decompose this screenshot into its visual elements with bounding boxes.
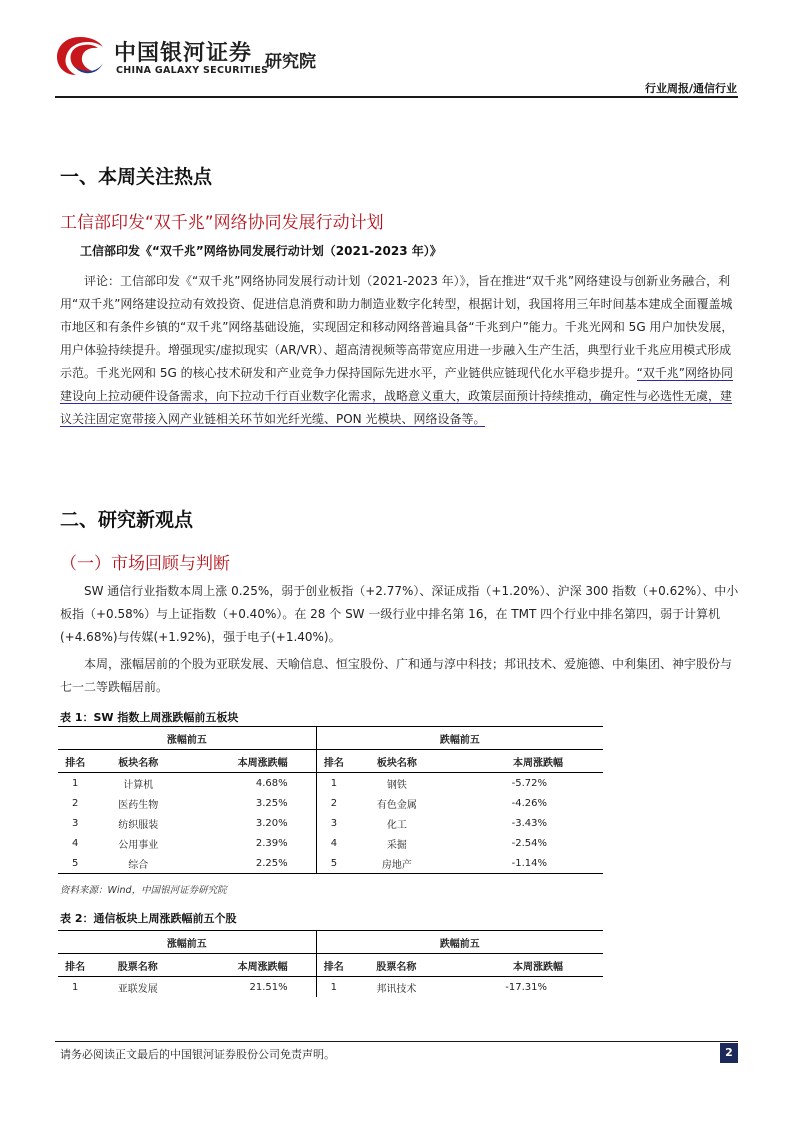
col-rank: 排名 bbox=[58, 954, 92, 977]
cell-up-rank: 3 bbox=[72, 817, 79, 829]
group-header-down: 跌幅前五 bbox=[316, 931, 603, 954]
report-category-tag: 行业周报/通信行业 bbox=[644, 82, 737, 95]
table1-source-note: 资料来源：Wind，中国银河证券研究院 bbox=[60, 885, 227, 896]
brand-name-cn: 中国银河证券 bbox=[114, 41, 253, 66]
cell-up-rank: 2 bbox=[72, 797, 79, 809]
cell-up-change: 3.20% bbox=[184, 813, 316, 833]
table1-caption: 表 1：SW 指数上周涨跌幅前五板块 bbox=[60, 711, 239, 724]
cell-up-name: 公用事业 bbox=[118, 839, 159, 851]
cell-down-change: -4.26% bbox=[511, 797, 547, 809]
table-row bbox=[58, 833, 603, 853]
cell-down-rank: 1 bbox=[330, 777, 338, 789]
cell-down-change: -2.54% bbox=[511, 837, 547, 849]
col-change: 本周涨跌幅 bbox=[442, 954, 603, 977]
commentary-text: 评论：工信部印发《“双千兆”网络协同发展行动计划（2021-2023 年）》，旨在推进“双千兆”网络建设与创新业务融合，利用“双千兆”网络建设拉动有效投资、促进信息消费和助力制造业数字化转型，根据计划，我国将用三年时间基本建成全面覆盖城市地区和有条件乡镇的“双千兆”网络基础设施，实现固定和移动网络普遍具备“千兆到户”能力。千兆光网和 5G 用户加快发展，用户体验持续提升。增强现实/虚拟现实（AR/VR）、超高清视频等高带宽应用进一步融入生产生活，典型行业千兆应用模式形成示范。千兆光网和 5G 的核心技术研发和产业竞争力保持国际先进水平，产业链供应链现代化水平稳步提升。 bbox=[60, 274, 734, 380]
cell-down-change: -5.72% bbox=[511, 777, 547, 789]
col-name: 股票名称 bbox=[92, 954, 183, 977]
cell-down-rank: 1 bbox=[330, 981, 337, 993]
cell-down-rank: 5 bbox=[316, 853, 351, 874]
cell-up-rank: 5 bbox=[58, 853, 92, 874]
hot-topic-commentary bbox=[60, 270, 743, 431]
col-name: 股票名称 bbox=[351, 954, 442, 977]
cell-up-rank: 1 bbox=[71, 981, 79, 993]
group-header-down: 跌幅前五 bbox=[316, 727, 603, 750]
col-change: 本周涨跌幅 bbox=[184, 750, 316, 773]
cell-up-name: 纺织服装 bbox=[118, 819, 159, 831]
section-title-research-views: 二、研究新观点 bbox=[60, 509, 194, 531]
table-group-header bbox=[58, 931, 603, 954]
stock-movers-table bbox=[58, 930, 603, 997]
top-movers-paragraph: 本周，涨幅居前的个股为亚联发展、天喻信息、恒宝股份、广和通与淳中科技；邦讯技术、爱施德、中利集团、神宇股份与七一二等跌幅居前。 bbox=[60, 657, 733, 694]
group-header-up: 涨幅前五 bbox=[58, 727, 316, 750]
col-rank: 排名 bbox=[316, 750, 351, 773]
hot-topic-item-title: 工信部印发《“双千兆”网络协同发展行动计划（2021-2023 年）》 bbox=[80, 244, 442, 258]
table-row bbox=[58, 813, 603, 833]
table2-caption: 表 2：通信板块上周涨跌幅前五个股 bbox=[60, 912, 237, 925]
col-name: 板块名称 bbox=[92, 750, 184, 773]
cell-down-name: 有色金属 bbox=[376, 799, 417, 811]
table-column-header bbox=[58, 750, 603, 773]
market-review-paragraph: SW 通信行业指数本周上涨 0.25%，弱于创业板指（+2.77%）、深证成指（+1.20%）、沪深 300 指数（+0.62%）、中小板指（+0.58%）与上证指数（+0.40%）。在 28 个 SW 一级行业中排名第 16，在 TMT 四个行业中排名第四，弱于计算机(+4.68%)与传媒(+1.92%)，强于电子(+1.40%)。 bbox=[60, 584, 739, 644]
commentary-underlined-conclusion: “双千兆”网络协同建设向上拉动硬件设备需求，向下拉动千行百业数字化需求，战略意义重大，政策层面预计持续推动，确定性与必选性无虞，建议关注固定宽带接入网产业链相关环节如光纤光缆、PON 光模块、网络设备等。 bbox=[60, 366, 734, 426]
footer-disclaimer: 请务必阅读正文最后的中国银河证券股份公司免责声明。 bbox=[60, 1048, 335, 1061]
table-column-header bbox=[58, 954, 603, 977]
section-title-hot-topics: 一、本周关注热点 bbox=[60, 166, 213, 188]
institute-label: 研究院 bbox=[265, 52, 316, 72]
brand-name-en: CHINA GALAXY SECURITIES bbox=[116, 65, 269, 76]
page-number: 2 bbox=[720, 1043, 738, 1063]
market-review-heading: （一）市场回顾与判断 bbox=[60, 554, 230, 574]
hot-topic-heading: 工信部印发“双千兆”网络协同发展行动计划 bbox=[60, 213, 384, 233]
cell-up-rank: 4 bbox=[72, 837, 79, 849]
table-row bbox=[58, 773, 603, 794]
cell-down-name: 钢铁 bbox=[386, 779, 407, 791]
cell-down-rank: 2 bbox=[330, 797, 338, 809]
cell-up-rank: 1 bbox=[72, 777, 79, 789]
cell-up-change: 3.25% bbox=[184, 793, 316, 813]
cell-up-name: 综合 bbox=[92, 853, 184, 874]
col-rank: 排名 bbox=[316, 954, 351, 977]
col-name: 板块名称 bbox=[351, 750, 443, 773]
cell-down-name: 邦讯技术 bbox=[376, 983, 417, 995]
group-header-up: 涨幅前五 bbox=[58, 931, 316, 954]
col-change: 本周涨跌幅 bbox=[443, 750, 603, 773]
footer-divider bbox=[55, 1041, 738, 1042]
header-divider bbox=[55, 96, 738, 98]
cell-down-rank: 4 bbox=[330, 837, 338, 849]
cell-down-name: 采掘 bbox=[386, 839, 407, 851]
cell-down-change: -3.43% bbox=[511, 817, 547, 829]
table-group-header bbox=[58, 727, 603, 750]
cell-down-change: -1.14% bbox=[443, 853, 603, 874]
cell-up-name: 计算机 bbox=[123, 779, 154, 791]
col-change: 本周涨跌幅 bbox=[183, 954, 316, 977]
cell-up-name: 亚联发展 bbox=[117, 983, 158, 995]
cell-up-change: 2.39% bbox=[184, 833, 316, 853]
cell-down-name: 化工 bbox=[386, 819, 407, 831]
cell-down-rank: 3 bbox=[330, 817, 338, 829]
table-row bbox=[58, 853, 603, 874]
cell-up-name: 医药生物 bbox=[118, 799, 159, 811]
cell-down-change: -17.31% bbox=[505, 981, 547, 993]
table-row bbox=[58, 793, 603, 813]
cell-up-change: 4.68% bbox=[184, 773, 316, 794]
table-row bbox=[58, 977, 603, 998]
cell-up-change: 2.25% bbox=[184, 853, 316, 874]
cell-up-change: 21.51% bbox=[183, 977, 316, 998]
galaxy-logo-icon bbox=[54, 33, 106, 79]
col-rank: 排名 bbox=[58, 750, 92, 773]
cell-down-name: 房地产 bbox=[351, 853, 443, 874]
sector-movers-table bbox=[58, 726, 603, 874]
